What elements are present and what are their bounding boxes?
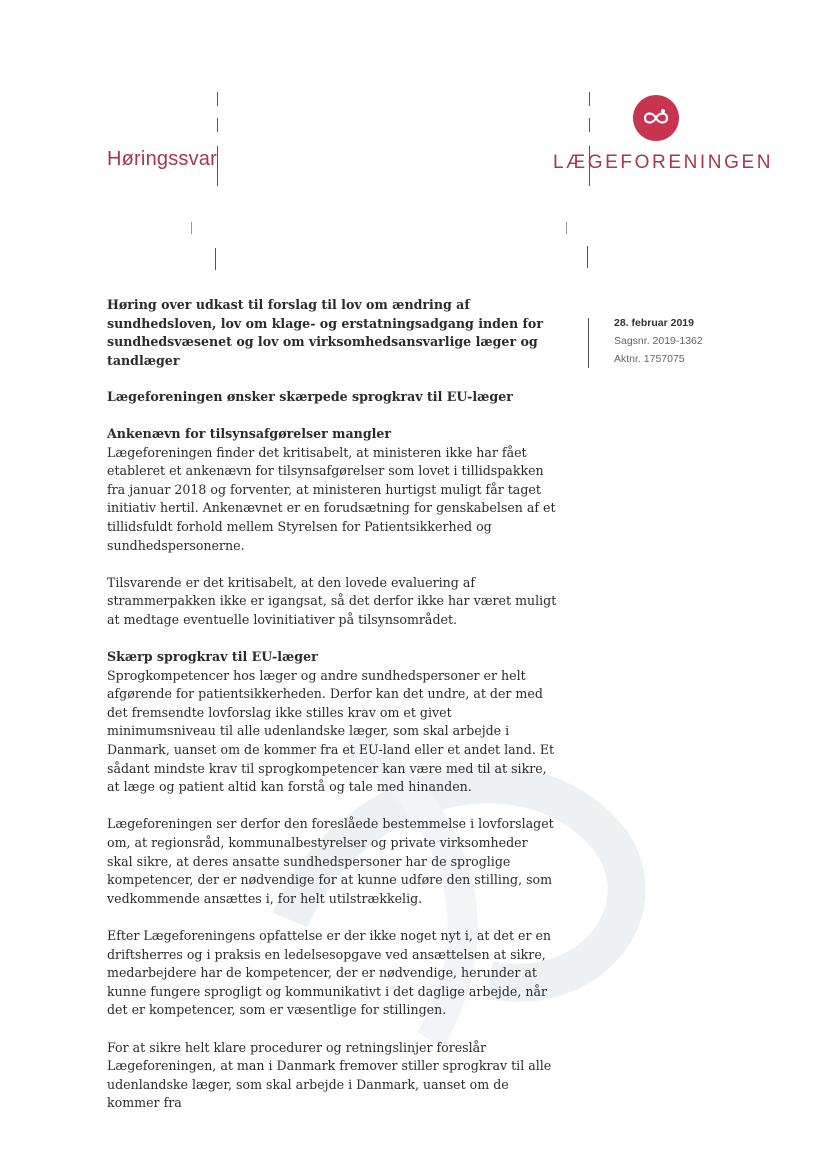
document-body: [107, 296, 557, 1132]
paragraph: Tilsvarende er det kritisabelt, at den lovede evaluering af strammerpakken ikke er igangsat, så det derfor ikke har været muligt at medtage eventuelle lovinitiativer på tilsynsområdet.: [107, 574, 557, 627]
document-date: 28. februar 2019: [614, 317, 694, 329]
case-number: Sagsnr. 2019-1362: [614, 335, 703, 347]
paragraph: Efter Lægeforeningens opfattelse er der ikke noget nyt i, at det er en driftsherres og i praksis en ledelsesopgave ved ansættelsen at sikre, medarbejdere har de kompetencer, der er nødvendige, herunder at kunne fungere sprogligt og kommunikativt i det daglige arbejde, når det er kompetencer, som er væsentlige for stillingen.: [107, 928, 552, 1018]
page-title: Høringssvar: [107, 148, 217, 170]
paragraph: Sprogkompetencer hos læger og andre sundhedspersoner er helt afgørende for patientsikkerheden. Derfor kan det undre, at der med det fremsendte lovforslag ikke stilles krav om et givet minimumsniveau til alle udenlandske læger, som skal arbejde i Danmark, uanset om de kommer fra et EU-land eller et andet land. Et sådant mindste krav til sprogkompetencer kan være med til at sikre, at læge og patient altid kan forstå og tale med hinanden.: [107, 667, 555, 795]
act-number: Aktnr. 1757075: [614, 353, 685, 365]
paragraph: Lægeforeningen ser derfor den foreslåede bestemmelse i lovforslaget om, at regionsråd, kommunalbestyrelser og private virksomheder skal sikre, at deres ansatte sundhedspersoner har de sproglige kompetencer, der er nødvendige for at kunne udføre den stilling, som vedkommende ansættes i, for helt utilstrækkelig.: [107, 816, 554, 906]
paragraph: For at sikre helt klare procedurer og retningslinjer foreslår Lægeforeningen, at man i Danmark fremover stiller sprogkrav til alle udenlandske læger, som skal arbejde i Danmark, uanset om de kommer fra: [107, 1039, 552, 1111]
paragraph: Lægeforeningen finder det kritisabelt, at ministeren ikke har fået etableret et ankenævn for tilsynsafgørelser som lovet i tillidspakken fra januar 2018 og forventer, at ministeren hurtigst muligt får taget initiativ hertil. Ankenævnet er en forudsætning for genskabelsen af et tillidsfuldt forhold mellem Styrelsen for Patientsikkerhed og sundhedspersonerne.: [107, 444, 556, 553]
fold-mark: [588, 318, 589, 368]
fold-mark: [217, 146, 218, 186]
infinity-snake-icon: [641, 106, 671, 130]
fold-mark: [589, 92, 590, 106]
section-title: Ankenævn for tilsynsafgørelser mangler: [107, 425, 392, 441]
fold-mark: [217, 92, 218, 106]
fold-mark: [191, 222, 192, 234]
document-meta: [614, 314, 703, 368]
fold-mark: [566, 222, 567, 234]
fold-mark: [215, 248, 216, 270]
document-subheading: Lægeforeningen ønsker skærpede sprogkrav til EU-læger: [107, 389, 513, 405]
section-title: Skærp sprogkrav til EU-læger: [107, 649, 318, 665]
fold-mark: [589, 118, 590, 132]
fold-mark: [587, 246, 588, 268]
document-heading: Høring over udkast til forslag til lov om ændring af sundhedsloven, lov om klage- og erstatningsadgang inden for sundhedsvæsenet og lov om virksomhedsansvarlige læger og tandlæger: [107, 297, 543, 368]
logo-mark: [633, 95, 679, 141]
logo-wordmark: LÆGEFORENINGEN: [553, 152, 774, 173]
fold-mark: [217, 118, 218, 132]
